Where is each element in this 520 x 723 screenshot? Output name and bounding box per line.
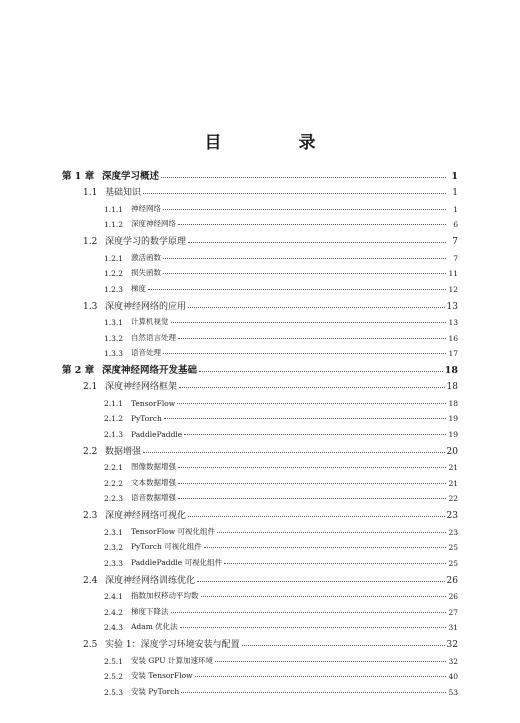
dot-leader (163, 353, 446, 354)
toc-number: 1.2 (83, 237, 105, 247)
dot-leader (195, 676, 446, 677)
toc-number: 第 2 章 (62, 362, 102, 376)
toc-number: 1.2.2 (104, 269, 131, 278)
toc-page-number: 1 (448, 171, 458, 182)
dot-leader (178, 498, 446, 499)
toc-number: 1.3 (83, 302, 105, 312)
toc-entry-sub[interactable] (62, 472, 458, 488)
toc-page-number: 18 (446, 382, 458, 392)
dot-leader (204, 547, 446, 548)
toc-entry-sub[interactable] (62, 650, 458, 666)
toc-title: 深度神经网络 (131, 219, 176, 228)
toc-number: 2.1.1 (104, 399, 131, 408)
toc-page-number: 23 (446, 511, 458, 521)
toc-entry-sub[interactable] (62, 278, 458, 294)
toc-number: 2.5.3 (104, 688, 131, 697)
toc-number: 1.2.3 (104, 285, 131, 294)
toc-page-number: 32 (448, 656, 458, 666)
dot-leader (163, 258, 446, 259)
toc-title: TensorFlow 可视化组件 (131, 526, 216, 536)
toc-page-number: 1 (448, 205, 458, 214)
toc-title: 神经网络 (131, 203, 161, 213)
toc-page-number: 26 (448, 592, 458, 601)
toc-title: 语音处理 (131, 348, 161, 357)
toc-number: 2.2 (83, 447, 105, 457)
toc-title: 梯度下降法 (131, 606, 169, 616)
toc-page-number: 11 (448, 269, 458, 278)
toc-title: 深度神经网络可视化 (105, 508, 186, 521)
toc-page-number: 18 (444, 365, 458, 376)
dot-leader (163, 273, 446, 274)
toc-number: 2.5.2 (104, 672, 131, 681)
toc-page-number: 7 (448, 254, 458, 263)
toc-entry-section[interactable] (62, 568, 458, 586)
toc-page-number: 53 (448, 687, 458, 697)
toc-page-number: 23 (448, 527, 458, 537)
dot-leader (161, 177, 446, 178)
toc-page-number: 12 (448, 284, 458, 294)
toc-number: 2.1.2 (104, 414, 131, 423)
toc-entry-section[interactable] (62, 294, 458, 312)
toc-page-number: 17 (448, 349, 458, 358)
toc-number: 1.3.1 (104, 318, 131, 327)
toc-entry-sub[interactable] (62, 263, 458, 279)
toc-number: 1.3.3 (104, 349, 131, 358)
toc-number: 2.3 (83, 511, 105, 521)
toc-title: 激活函数 (131, 252, 161, 262)
toc-title: 数据增强 (105, 444, 141, 457)
toc-number: 2.4 (83, 576, 105, 586)
toc-title: 深度学习概述 (102, 168, 159, 182)
toc-number: 2.4.1 (104, 592, 131, 601)
toc-page-number: 40 (448, 672, 458, 681)
dot-leader (171, 322, 447, 323)
toc-title: PaddlePaddle (131, 429, 183, 439)
toc-entry-sub[interactable] (62, 408, 458, 424)
toc-title: 深度神经网络训练优化 (105, 573, 195, 586)
toc-entry-sub[interactable] (62, 247, 458, 263)
toc-page-number: 1 (448, 188, 458, 198)
toc-title: 安装 GPU 计算加速环境 (131, 655, 213, 665)
toc-entry-sub[interactable] (62, 392, 458, 408)
toc-page-number: 21 (448, 478, 458, 488)
toc-title: 实验 1：深度学习环境安装与配置 (105, 637, 240, 650)
toc-number: 1.3.2 (104, 334, 131, 343)
toc-page-number: 22 (448, 494, 458, 503)
dot-leader (188, 307, 445, 308)
toc-title: PaddlePaddle 可视化组件 (131, 557, 223, 567)
toc-title: 语音数据增强 (131, 493, 176, 502)
toc-page-number: 32 (446, 640, 458, 650)
dot-leader (215, 661, 446, 662)
toc-entry-sub[interactable] (62, 537, 458, 553)
toc-entry-section[interactable] (62, 439, 458, 457)
toc-entry-section[interactable] (62, 229, 458, 247)
toc-entry-sub[interactable] (62, 488, 458, 504)
toc-entry-section[interactable] (62, 632, 458, 650)
dot-leader (242, 645, 445, 646)
toc-title: 梯度 (131, 283, 146, 293)
table-of-contents (62, 164, 458, 697)
dot-leader (199, 371, 443, 372)
toc-page-number: 26 (446, 575, 458, 586)
toc-title: 深度神经网络框架 (105, 379, 177, 392)
toc-entry-sub[interactable] (62, 214, 458, 230)
toc-number: 1.1.2 (104, 220, 131, 229)
toc-page-number: 19 (448, 429, 458, 439)
toc-entry-sub[interactable] (62, 601, 458, 617)
dot-leader (188, 516, 445, 517)
dot-leader (177, 403, 446, 404)
toc-number: 2.2.2 (104, 479, 131, 488)
toc-number: 2.5.1 (104, 657, 131, 666)
toc-number: 2.4.2 (104, 608, 131, 617)
toc-number: 1.2.1 (104, 254, 131, 263)
dot-leader (148, 289, 446, 290)
toc-number: 2.4.3 (104, 623, 131, 632)
toc-entry-sub[interactable] (62, 681, 458, 697)
toc-entry-sub[interactable] (62, 198, 458, 214)
toc-title: 损失函数 (131, 268, 161, 277)
dot-leader (164, 418, 446, 419)
toc-page-number: 18 (448, 398, 458, 408)
dot-leader (178, 338, 446, 339)
toc-page-number: 19 (448, 414, 458, 423)
dot-leader (179, 387, 445, 388)
toc-entry-sub[interactable] (62, 552, 458, 568)
dot-leader (178, 483, 446, 484)
toc-entry-sub[interactable] (62, 457, 458, 473)
toc-title: 安装 TensorFlow (131, 671, 193, 680)
toc-page-number: 16 (448, 333, 458, 343)
toc-number: 1.1.1 (104, 205, 131, 214)
toc-title: PyTorch (131, 414, 162, 423)
dot-leader (143, 193, 446, 194)
toc-page-number: 25 (448, 558, 458, 568)
dot-leader (217, 532, 446, 533)
toc-title: 深度神经网络开发基础 (102, 362, 197, 376)
toc-title: 安装 PyTorch (131, 686, 180, 696)
toc-title: 计算机视觉 (131, 317, 169, 326)
toc-number: 2.3.2 (104, 543, 131, 552)
toc-title: 深度学习的数学原理 (105, 234, 186, 247)
toc-page-number: 25 (448, 543, 458, 552)
toc-title: 图像数据增强 (131, 462, 176, 471)
toc-entry-sub[interactable] (62, 312, 458, 328)
toc-title: Adam 优化法 (131, 622, 178, 631)
toc-entry-sub[interactable] (62, 423, 458, 439)
toc-page-number: 20 (446, 446, 458, 457)
toc-entry-sub[interactable] (62, 666, 458, 682)
toc-title: 文本数据增强 (131, 477, 176, 487)
dot-leader (163, 209, 446, 210)
dot-leader (181, 692, 446, 693)
dot-leader (188, 242, 446, 243)
toc-title: 深度神经网络的应用 (105, 299, 186, 312)
page-title: 目 录 (204, 133, 346, 153)
dot-leader (171, 612, 447, 613)
toc-page-number: 27 (448, 607, 458, 617)
toc-number: 2.1 (83, 382, 105, 392)
toc-page-number: 7 (448, 237, 458, 247)
toc-page-number: 21 (448, 463, 458, 472)
toc-number: 2.1.3 (104, 430, 131, 439)
toc-entry-chapter[interactable] (62, 358, 458, 376)
dot-leader (143, 452, 445, 453)
toc-title: 指数加权移动平均数 (131, 591, 199, 600)
toc-title: 自然语言处理 (131, 332, 176, 342)
toc-entry-chapter[interactable] (62, 164, 458, 182)
toc-number: 2.5 (83, 640, 105, 650)
toc-number: 2.3.3 (104, 559, 131, 568)
toc-entry-section[interactable] (62, 503, 458, 521)
toc-entry-sub[interactable] (62, 617, 458, 633)
toc-number: 2.2.3 (104, 494, 131, 503)
toc-title: 基础知识 (105, 185, 141, 198)
dot-leader (178, 224, 446, 225)
toc-number: 2.3.1 (104, 528, 131, 537)
dot-leader (201, 596, 447, 597)
toc-page-number: 6 (448, 220, 458, 229)
dot-leader (178, 467, 446, 468)
toc-title: TensorFlow (131, 398, 176, 408)
toc-number: 第 1 章 (62, 168, 102, 182)
toc-page-number: 13 (446, 301, 458, 312)
toc-page-number: 13 (448, 318, 458, 327)
toc-entry-sub[interactable] (62, 521, 458, 537)
dot-leader (180, 627, 446, 628)
toc-entry-section[interactable] (62, 182, 458, 198)
toc-entry-sub[interactable] (62, 586, 458, 602)
dot-leader (224, 563, 446, 564)
dot-leader (197, 581, 445, 582)
toc-page-number: 31 (448, 623, 458, 632)
toc-entry-sub[interactable] (62, 327, 458, 343)
toc-number: 1.1 (83, 188, 105, 198)
toc-entry-section[interactable] (62, 376, 458, 392)
toc-number: 2.2.1 (104, 463, 131, 472)
toc-entry-sub[interactable] (62, 343, 458, 359)
dot-leader (184, 434, 446, 435)
toc-title: PyTorch 可视化组件 (131, 542, 202, 551)
